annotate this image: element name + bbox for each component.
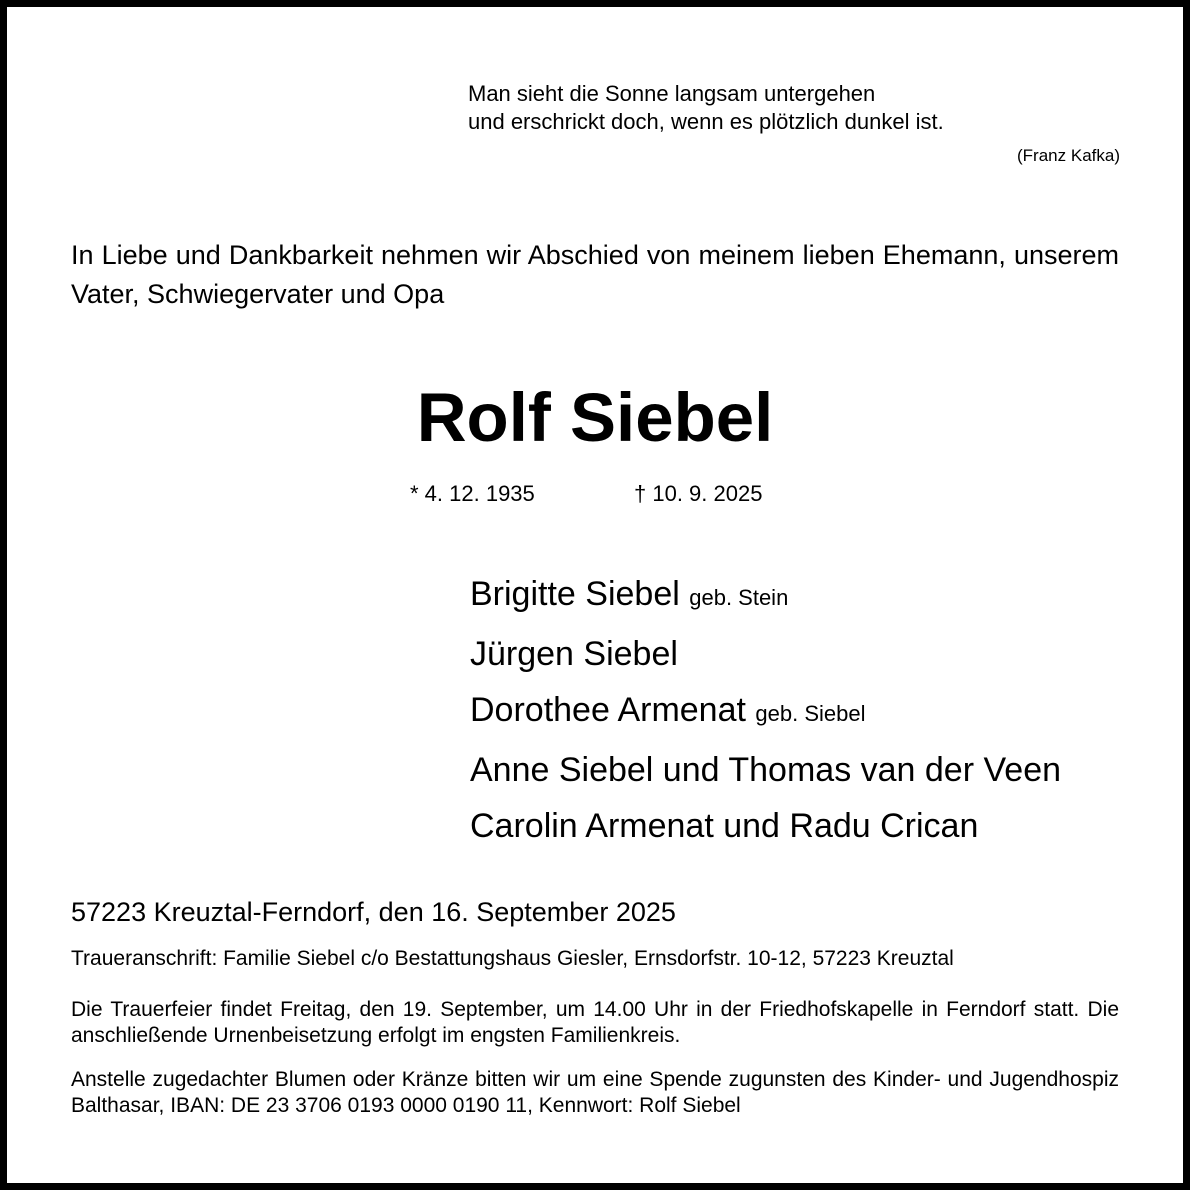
quote-line-2: und erschrickt doch, wenn es plötzlich dunkel ist. <box>468 109 944 134</box>
mourner-note: geb. Siebel <box>755 701 866 726</box>
mourners-list <box>470 566 1170 854</box>
mourner-name: Carolin Armenat und Radu Crican <box>470 807 979 845</box>
birth-date: * 4. 12. 1935 <box>410 481 535 506</box>
donation-request: Anstelle zugedachter Blumen oder Kränze bitten wir um eine Spende zugunsten des Kinder- und Jugendhospiz Balthasar, IBAN: DE 23 3706 0193 0000 0190 11, Kennwort: Rolf Siebel <box>71 1068 1119 1117</box>
intro-text: In Liebe und Dankbarkeit nehmen wir Abschied von meinem lieben Ehemann, unserem Vater, Schwiegervater und Opa <box>71 240 1119 309</box>
mourning-address: Traueranschrift: Familie Siebel c/o Bestattungshaus Giesler, Ernsdorfstr. 10-12, 57223 Kreuztal <box>71 947 954 970</box>
place-and-date: 57223 Kreuztal-Ferndorf, den 16. September 2025 <box>71 897 676 927</box>
mourner-item <box>470 566 1170 626</box>
death-date: † 10. 9. 2025 <box>634 481 763 506</box>
mourner-item <box>470 682 1170 742</box>
quote-author: (Franz Kafka) <box>1017 146 1120 165</box>
quote-line-1: Man sieht die Sonne langsam untergehen <box>468 81 876 106</box>
mourner-name: Anne Siebel und Thomas van der Veen <box>470 751 1062 789</box>
deceased-name: Rolf Siebel <box>416 379 774 456</box>
mourner-name: Dorothee Armenat <box>470 691 746 729</box>
ceremony-notice: Die Trauerfeier findet Freitag, den 19. September, um 14.00 Uhr in der Friedhofskapelle in Ferndorf statt. Die anschließende Urnenbeisetzung erfolgt im engsten Familienkreis. <box>71 998 1119 1047</box>
mourner-item <box>470 626 1170 682</box>
mourner-item <box>470 742 1170 798</box>
mourner-name: Jürgen Siebel <box>470 635 678 673</box>
mourner-item <box>470 798 1170 854</box>
mourner-note: geb. Stein <box>689 585 789 610</box>
mourner-name: Brigitte Siebel <box>470 575 680 613</box>
kafka-quote <box>468 80 1120 167</box>
